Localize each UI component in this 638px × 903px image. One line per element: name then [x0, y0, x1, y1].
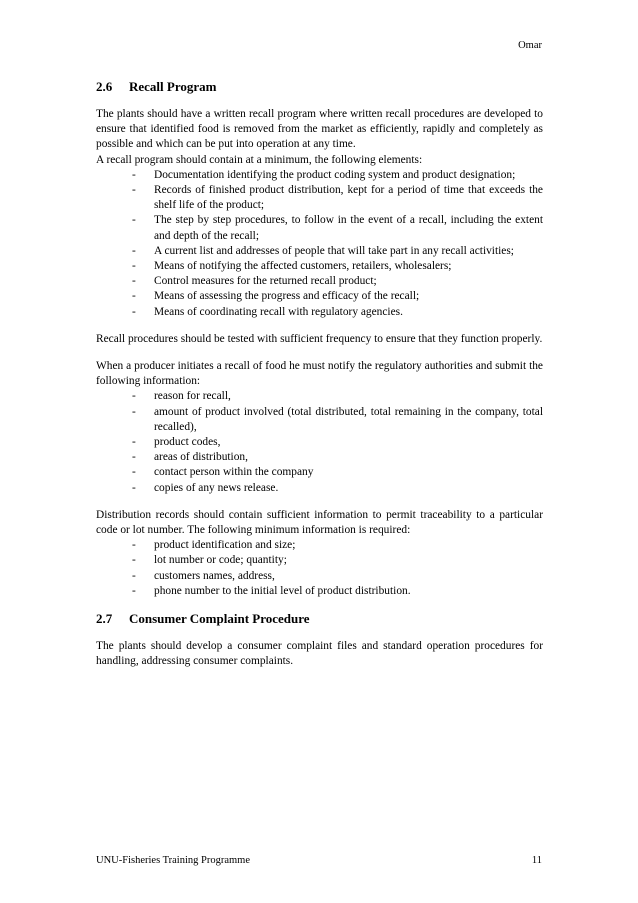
paragraph-recall-intro: The plants should have a written recall program where written recall procedures are developed to ensure that identified food is removed from the market as efficiently, rapidly and completely as possible and which can be put into operation at any time. — [96, 108, 543, 151]
list-item: - Means of assessing the progress and efficacy of the recall; — [132, 289, 543, 304]
section-heading-consumer-complaint — [96, 611, 543, 627]
list-item: - lot number or code; quantity; — [132, 553, 543, 568]
section-number: 2.7 — [96, 611, 113, 627]
paragraph-recall-testing: Recall procedures should be tested with sufficient frequency to ensure that they function properly. — [96, 332, 543, 345]
page-content — [96, 79, 543, 670]
list-item: - reason for recall, — [132, 389, 543, 404]
footer-page-number: 11 — [531, 855, 542, 866]
paragraph-notify-intro: When a producer initiates a recall of food he must notify the regulatory authorities and submit the following information: — [96, 360, 543, 388]
section-heading-recall-program — [96, 79, 543, 95]
footer-programme: UNU-Fisheries Training Programme — [96, 855, 250, 866]
paragraph-distribution-intro: Distribution records should contain sufficient information to permit traceability to a particular code or lot number. The following minimum information is required: — [96, 508, 543, 537]
list-item: - Control measures for the returned recall product; — [132, 274, 543, 289]
header-author: Omar — [518, 40, 542, 51]
paragraph-elements-intro: A recall program should contain at a minimum, the following elements: — [96, 153, 423, 166]
list-distribution-items — [96, 538, 543, 599]
list-item: - Documentation identifying the product coding system and product designation; — [132, 168, 543, 183]
paragraph-complaint-body: The plants should develop a consumer complaint files and standard operation procedures for handling, addressing consumer complaints. — [96, 640, 543, 668]
list-item: - product identification and size; — [132, 538, 543, 553]
section-title: Consumer Complaint Procedure — [129, 611, 310, 627]
list-item: - areas of distribution, — [132, 450, 543, 465]
list-item: - phone number to the initial level of product distribution. — [132, 584, 543, 599]
list-item: - Means of coordinating recall with regulatory agencies. — [132, 305, 543, 320]
list-item: - copies of any news release. — [132, 481, 543, 496]
list-item: - amount of product involved (total distributed, total remaining in the company, total recalled), — [132, 405, 543, 435]
list-item: - Records of finished product distribution, kept for a period of time that exceeds the shelf life of the product; — [132, 183, 543, 213]
list-item: - The step by step procedures, to follow in the event of a recall, including the extent and depth of the recall; — [132, 213, 543, 243]
list-notify-items — [96, 389, 543, 495]
list-item: - Means of notifying the affected customers, retailers, wholesalers; — [132, 259, 543, 274]
list-item: - product codes, — [132, 435, 543, 450]
list-item: - contact person within the company — [132, 465, 543, 480]
list-item: - A current list and addresses of people that will take part in any recall activities; — [132, 244, 543, 259]
list-recall-elements — [96, 168, 543, 320]
section-number: 2.6 — [96, 79, 113, 94]
list-item: - customers names, address, — [132, 569, 543, 584]
section-title: Recall Program — [129, 79, 217, 94]
